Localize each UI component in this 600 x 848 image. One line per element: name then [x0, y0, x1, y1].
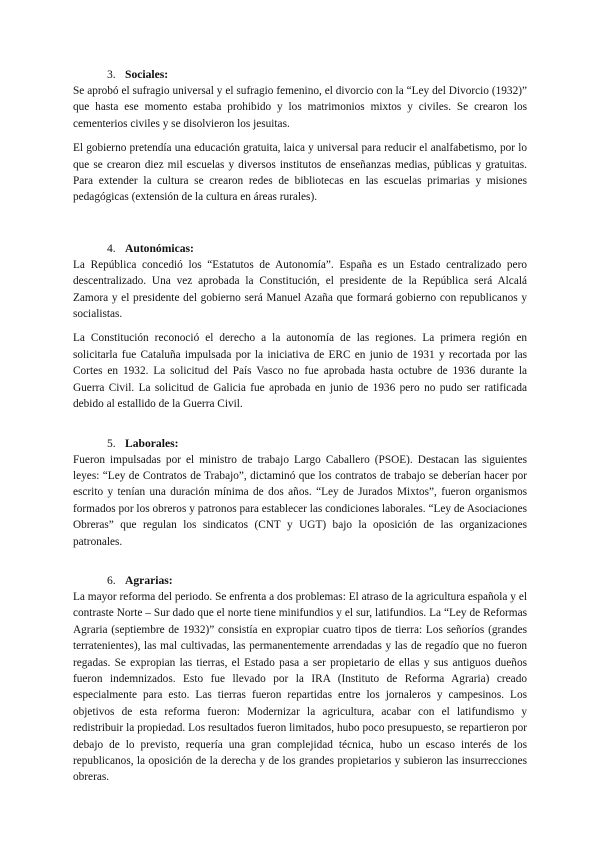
paragraph: Se aprobó el sufragio universal y el sufragio femenino, el divorcio con la “Ley del Divorcio (1932)” que hasta ese momento estaba prohibido y los matrimonios mixtos y civiles. Se crearon los cementerios civiles y se disolvieron los jesuitas. [73, 85, 527, 130]
section-number: 3. [107, 68, 116, 81]
section-number: 4. [107, 241, 116, 255]
section-autonomicas [73, 240, 527, 413]
section-title: Sociales: [125, 68, 169, 81]
section-heading [107, 66, 527, 83]
document-page [73, 66, 527, 786]
section-heading [107, 240, 527, 257]
section-title: Autonómicas: [125, 241, 194, 255]
paragraph: Fueron impulsadas por el ministro de trabajo Largo Caballero (PSOE). Destacan las siguientes leyes: “Ley de Contratos de Trabajo”, dictaminó que los contratos de trabajo se deberían hacer por escrito y tenían una duración mínima de dos años. “Ley de Jurados Mixtos”, fueron organismos formados por los obreros y patronos para establecer las condiciones laborales. “Ley de Asociaciones Obreras” que regulan los sindicatos (CNT y UGT) bajo la oposición de las organizaciones patronales. [73, 453, 527, 548]
section-title: Agrarias: [125, 573, 173, 587]
section-agrarias [73, 572, 527, 786]
section-heading [107, 435, 527, 452]
paragraph: La mayor reforma del periodo. Se enfrenta a dos problemas: El atraso de la agricultura española y el contraste Norte – Sur dado que el norte tiene minifundios y el sur, latifundios. La “Ley de Reformas Agraria (septiembre de 1932)” consistía en expropiar cuatro tipos de tierra: Los señoríos (grandes terratenientes), las mal cultivadas, las permanentemente arrendadas y las de regadío que no fueron regadas. Se expropian las tierras, el Estado pasa a ser propietario de ellas y sus antiguos dueños fueron indemnizados. Esto fue llevado por la IRA (Instituto de Reforma Agraria) creado especialmente para esto. Las tierras fueron repartidas entre los jornaleros y campesinos. Los objetivos de esta reforma fueron: Modernizar la agricultura, acabar con el latifundismo y redistribuir la propiedad. Los resultados fueron limitados, hubo poco presupuesto, se repartieron por debajo de lo previsto, requería una gran complejidad técnica, hubo un escaso interés de los republicanos, la oposición de la derecha y de los grandes propietarios y subieron las insurrecciones obreras. [73, 590, 527, 784]
paragraph: El gobierno pretendía una educación gratuita, laica y universal para reducir el analfabetismo, por lo que se crearon diez mil escuelas y diversos institutos de enseñanzas medias, públicas y gratuitas. Para extender la cultura se crearon redes de bibliotecas en las escuelas primarias y misiones pedagógicas (extensión de la cultura en áreas rurales). [73, 142, 527, 204]
section-laborales [73, 435, 527, 550]
section-number: 5. [107, 436, 116, 450]
paragraph: La Constitución reconoció el derecho a la autonomía de las regiones. La primera región en solicitarla fue Cataluña impulsada por la iniciativa de ERC en junio de 1931 y recortada por las Cortes en 1932. La solicitud del País Vasco no fue aprobada hasta octubre de 1936 durante la Guerra Civil. La solicitud de Galicia fue aprobada en junio de 1936 pero no pudo ser ratificada debido al estallido de la Guerra Civil. [73, 332, 527, 411]
section-heading [107, 572, 527, 589]
section-sociales [73, 66, 527, 206]
section-number: 6. [107, 573, 116, 587]
section-title: Laborales: [125, 436, 179, 450]
paragraph: La República concedió los “Estatutos de Autonomía”. España es un Estado centralizado pero descentralizado. Una vez aprobada la Constitución, el presidente de la República será Alcalá Zamora y el presidente del gobierno será Manuel Azaña que formará gobierno con republicanos y socialistas. [73, 258, 527, 321]
